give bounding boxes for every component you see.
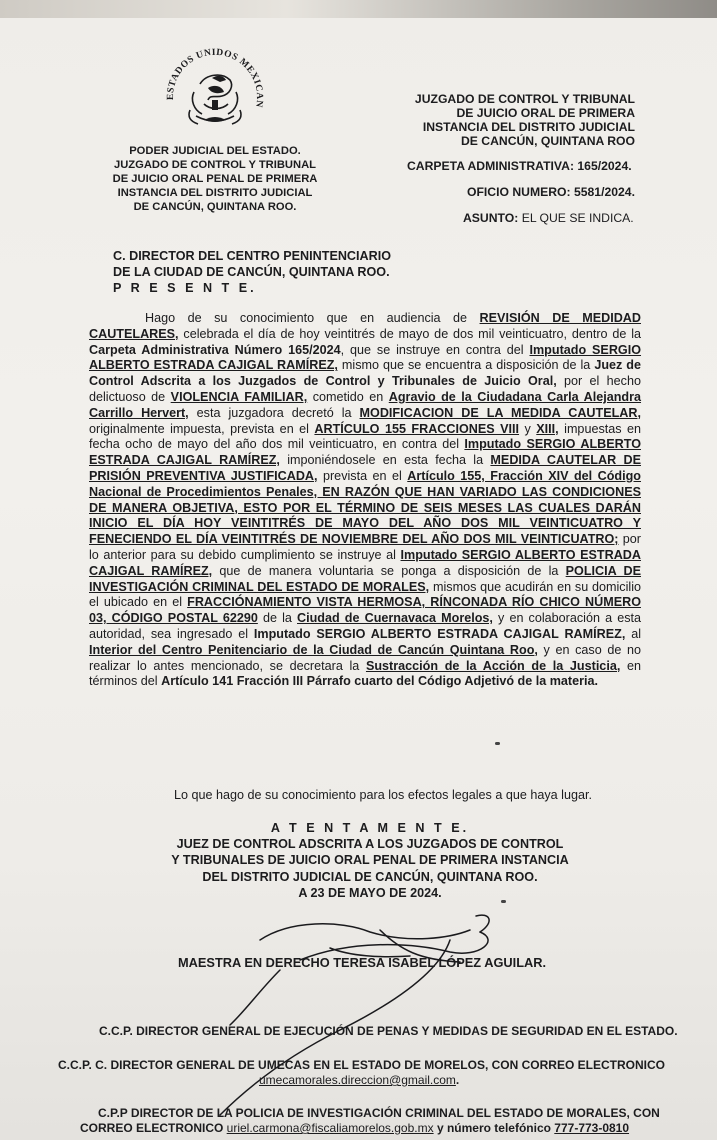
ccp-line: C.C.P. DIRECTOR GENERAL DE EJECUCIÓN DE PENAS Y MEDIDAS DE SEGURIDAD EN EL ESTADO. xyxy=(99,1024,678,1038)
body-text-run: Ciudad de Cuernavaca Morelos, xyxy=(297,611,493,626)
body-text-run: y en caso de no realizar lo antes mencionado, se decretara la xyxy=(89,642,642,673)
body-text-run: Juez de Control Adscrita a los Juzgados de Control y Tribunales de Juicio Oral, xyxy=(89,358,641,389)
body-text-run: y xyxy=(519,421,537,436)
body-text-run: y en colaboración a esta autoridad, sea ingresado el xyxy=(89,611,642,641)
signer-name: MAESTRA EN DERECHO TERESA ISABEL LÓPEZ AGUILAR. xyxy=(178,955,547,970)
ccp-text: y número telefónico xyxy=(433,1121,555,1135)
judge-title-line: DEL DISTRITO JUDICIAL DE CANCÚN, QUINTANA ROO. xyxy=(202,869,538,884)
body-text-run: mismo que se encuentra a disposición de la xyxy=(337,358,595,373)
judge-title-line: JUEZ DE CONTROL ADSCRITA A LOS JUZGADOS DE CONTROL xyxy=(176,837,564,852)
body-text-run: XIII, xyxy=(536,421,559,436)
body-text-run: Imputado SERGIO ALBERTO ESTRADA CAJIGAL RAMÍREZ, xyxy=(89,342,642,373)
header-left-line: DE JUICIO ORAL PENAL DE PRIMERA xyxy=(112,173,318,185)
ccp-email-line xyxy=(259,1073,459,1087)
header-right-line: DE JUICIO ORAL DE PRIMERA xyxy=(456,106,635,120)
body-text-run: esta juzgadora decretó la xyxy=(188,405,360,420)
body-text-run: Interior del Centro Penitenciario de la Ciudad de Cancún Quintana Roo, xyxy=(89,642,538,657)
body-text-run: imponiéndosele en esta fecha la xyxy=(279,453,491,468)
scan-edge xyxy=(0,0,717,18)
addressee-line: C. DIRECTOR DEL CENTRO PENINTENCIARIO xyxy=(113,249,392,263)
body-text-run: por el hecho delictuoso de xyxy=(89,374,641,404)
body-text-run: VIOLENCIA FAMILIAR, xyxy=(170,389,308,404)
carpeta-number: CARPETA ADMINISTRATIVA: 165/2024. xyxy=(407,159,632,173)
body-text-run: originalmente impuesta, prevista en el xyxy=(89,421,315,436)
body-text-run: Hago de su conocimiento que en audiencia de xyxy=(145,311,480,325)
header-left-line: PODER JUDICIAL DEL ESTADO. xyxy=(129,145,301,157)
body-text-run: que de manera voluntaria se ponga a disposición de la xyxy=(212,563,566,578)
body-text-run: mismos que acudirán en su domicilio el ubicado en el xyxy=(89,579,642,610)
header-left-line: JUZGADO DE CONTROL Y TRIBUNAL xyxy=(113,159,316,171)
asunto-value: EL QUE SE INDICA. xyxy=(521,211,634,225)
body-text-run: REVISIÓN DE MEDIDAD CAUTELARES, xyxy=(89,311,641,341)
addressee xyxy=(113,248,391,296)
header-left-line: INSTANCIA DEL DISTRITO JUDICIAL xyxy=(117,187,313,199)
asunto-line xyxy=(463,211,634,225)
body-text-run: MODIFICACION DE LA MEDIDA CAUTELAR, xyxy=(359,405,641,420)
ccp-contact-line xyxy=(80,1121,629,1135)
umecas-email-link[interactable]: umecamorales.direccion@gmail.com xyxy=(259,1073,456,1087)
addressee-presente: P R E S E N T E. xyxy=(113,281,257,295)
body-text-run: prevista en el xyxy=(317,468,408,483)
body-text-run: ARTÍCULO 155 FRACCIONES VIII xyxy=(314,421,520,436)
body-text-run: Sustracción de la Acción de la Justicia, xyxy=(365,658,621,673)
body-text-run: Carpeta Administrativa Número 165/2024 xyxy=(89,342,341,357)
body-text-run: de la xyxy=(257,611,298,626)
addressee-line: DE LA CIUDAD DE CANCÚN, QUINTANA ROO. xyxy=(113,265,390,279)
body-text-run: , que se instruye en contra del xyxy=(340,342,530,357)
body-text-run: cometido en xyxy=(307,389,389,404)
body-text-run: Artículo 155, Fracción XIV del Código Nacional de Procedimientos Penales, EN RAZÓN QUE HAN VARIADO LAS CONDICIONES DE MANERA OBJETIVA, ESTO POR EL TÉRMINO DE SEIS MESES LAS CUALES DARÁN INICIO EL DÍA HOY VEINTITRÉS DE MAYO DEL AÑO DOS MIL VEINTICUATRO Y FENECIENDO EL DÍA VEINTITRÉS DE NOVIEMBRE DEL AÑO DOS MIL VEINTICUATRO; xyxy=(89,468,641,547)
atentamente: A T E N T A M E N T E. xyxy=(270,821,470,835)
letter-body xyxy=(89,311,641,690)
handwritten-signature xyxy=(150,900,570,1130)
header-right-line: INSTANCIA DEL DISTRITO JUDICIAL xyxy=(422,120,635,134)
body-text-run: Artículo 141 Fracción III Párrafo cuarto del Código Adjetivó de la materia. xyxy=(161,674,599,689)
police-email-link[interactable]: uriel.carmona@fiscaliamorelos.gob.mx xyxy=(226,1121,434,1135)
national-seal-icon xyxy=(160,44,270,144)
body-text-run: impuestas en fecha ocho de mayo del año dos mil veinticuatro, en contra del xyxy=(89,421,642,452)
court-header-right xyxy=(390,92,635,148)
body-text-run: por lo anterior para su debido cumplimiento se instruye al xyxy=(89,532,641,562)
body-text-run: Imputado SERGIO ALBERTO ESTRADA CAJIGAL RAMÍREZ, xyxy=(253,626,626,641)
body-text-run: al xyxy=(625,626,641,641)
body-text-run: Agravio de la Ciudadana Carla Alejandra Carrillo Hervert, xyxy=(89,389,642,420)
body-paragraph xyxy=(89,311,641,690)
sign-date: A 23 DE MAYO DE 2024. xyxy=(298,885,442,900)
body-text-run: celebrada el día de hoy veintitrés de mayo de dos mil veinticuatro, dentro de la xyxy=(178,326,641,341)
judge-title-line: Y TRIBUNALES DE JUICIO ORAL PENAL DE PRIMERA INSTANCIA xyxy=(171,853,569,868)
body-text-run: Imputado SERGIO ALBERTO ESTRADA CAJIGAL RAMÍREZ, xyxy=(89,547,641,578)
body-text-run: MEDIDA CAUTELAR DE PRISIÓN PREVENTIVA JUSTIFICADA, xyxy=(89,453,641,483)
asunto-label: ASUNTO: xyxy=(463,211,519,225)
phone-number-link[interactable]: 777-773-0810 xyxy=(554,1121,630,1135)
header-right-line: JUZGADO DE CONTROL Y TRIBUNAL xyxy=(414,92,635,106)
body-text-run: Imputado SERGIO ALBERTO ESTRADA CAJIGAL RAMÍREZ, xyxy=(89,437,641,468)
court-header-left xyxy=(100,144,330,214)
oficio-number: OFICIO NUMERO: 5581/2024. xyxy=(467,185,635,199)
header-right-line: DE CANCÚN, QUINTANA ROO xyxy=(460,134,635,148)
body-text-run: POLICIA DE INVESTIGACIÓN CRIMINAL DEL ESTADO DE MORALES, xyxy=(89,563,641,594)
closing-line: Lo que hago de su conocimiento para los efectos legales a que haya lugar. xyxy=(174,788,592,802)
svg-text:ESTADOS UNIDOS MEXICANOS: ESTADOS UNIDOS MEXICAN xyxy=(165,47,265,109)
body-text-run: en términos del xyxy=(89,658,641,689)
ccp-text: CORREO ELECTRONICO xyxy=(80,1121,227,1135)
scan-speck xyxy=(495,742,500,745)
signature-block xyxy=(140,820,600,901)
ccp-line: C.P.P DIRECTOR DE LA POLICIA DE INVESTIGACIÓN CRIMINAL DEL ESTADO DE MORALES, CON xyxy=(98,1106,660,1120)
header-left-line: DE CANCÚN, QUINTANA ROO. xyxy=(133,201,297,213)
ccp-line: C.C.P. C. DIRECTOR GENERAL DE UMECAS EN EL ESTADO DE MORELOS, CON CORREO ELECTRONICO xyxy=(58,1058,665,1072)
ccp-text: . xyxy=(455,1073,460,1087)
body-text-run: FRACCIÓNAMIENTO VISTA HERMOSA, RÍNCONADA RÍO CHICO NÚMERO 03, CÓDIGO POSTAL 62290 xyxy=(89,595,641,626)
